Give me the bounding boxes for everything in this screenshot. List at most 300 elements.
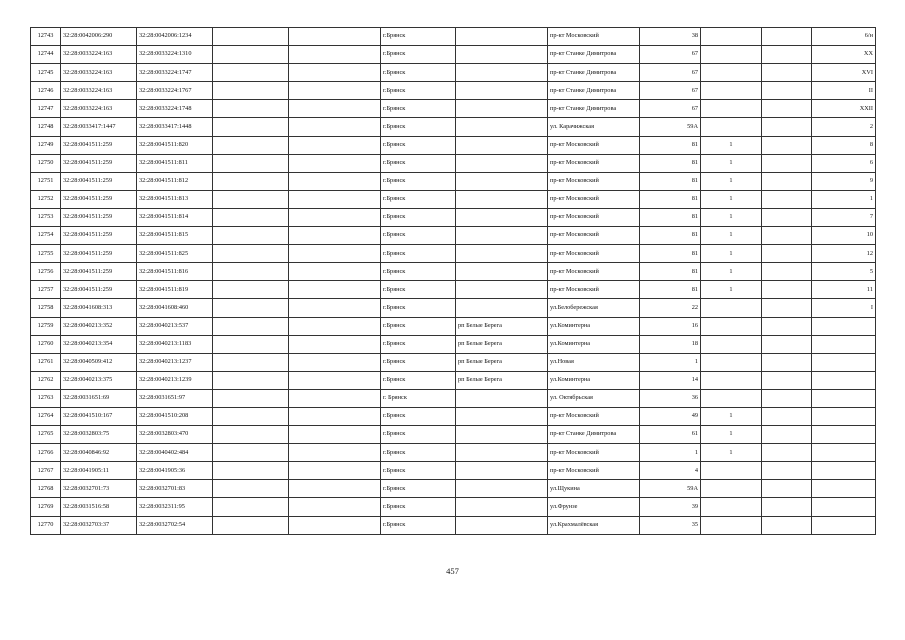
cell-object-cadastral-number: 32:28:0041511:819: [137, 281, 213, 299]
cell-building: 1: [701, 245, 762, 263]
cell-street: пр-кт Московский: [548, 245, 640, 263]
cell-settlement: [456, 407, 548, 425]
cell-apartment: 1: [812, 190, 876, 208]
cell-row-number: 12743: [31, 28, 61, 46]
cell-col-4: [213, 516, 289, 534]
cell-house: 35: [640, 516, 701, 534]
table-row: [31, 353, 876, 371]
cell-object-cadastral-number: 32:28:0041511:816: [137, 263, 213, 281]
table-row: [31, 335, 876, 353]
cell-col-5: [289, 462, 381, 480]
cell-parcel-cadastral-number: 32:28:0041511:259: [61, 190, 137, 208]
cell-object-cadastral-number: 32:28:0040213:1237: [137, 353, 213, 371]
cell-apartment: [812, 317, 876, 335]
cell-house: 1: [640, 353, 701, 371]
cell-parcel-cadastral-number: 32:28:0041511:259: [61, 281, 137, 299]
cell-object-cadastral-number: 32:28:0041511:815: [137, 227, 213, 245]
cell-col-4: [213, 299, 289, 317]
cell-street: ул.Фрунзе: [548, 498, 640, 516]
cell-col-4: [213, 498, 289, 516]
cell-building: 1: [701, 426, 762, 444]
cell-col-11: [762, 317, 812, 335]
table-row: [31, 371, 876, 389]
cell-house: 18: [640, 335, 701, 353]
cell-building: [701, 335, 762, 353]
cell-city: г.Брянск: [381, 100, 456, 118]
cell-settlement: [456, 263, 548, 281]
cell-col-5: [289, 353, 381, 371]
cell-city: г. Брянск: [381, 389, 456, 407]
cell-settlement: [456, 516, 548, 534]
cell-street: ул.Крахмалёвская: [548, 516, 640, 534]
cell-col-11: [762, 426, 812, 444]
cell-apartment: II: [812, 82, 876, 100]
table-row: [31, 208, 876, 226]
cell-col-5: [289, 389, 381, 407]
cell-row-number: 12755: [31, 245, 61, 263]
table-row: [31, 64, 876, 82]
cell-street: пр-кт Московский: [548, 172, 640, 190]
cell-row-number: 12744: [31, 46, 61, 64]
cell-settlement: рп Белые Берега: [456, 335, 548, 353]
cell-object-cadastral-number: 32:28:0032311:95: [137, 498, 213, 516]
cell-row-number: 12765: [31, 426, 61, 444]
cell-settlement: [456, 82, 548, 100]
cell-house: 1: [640, 444, 701, 462]
cell-col-11: [762, 154, 812, 172]
cell-house: 22: [640, 299, 701, 317]
cell-street: пр-кт Московский: [548, 190, 640, 208]
cell-col-11: [762, 245, 812, 263]
cell-col-11: [762, 263, 812, 281]
cell-building: [701, 389, 762, 407]
cell-street: ул. Карачижская: [548, 118, 640, 136]
cell-parcel-cadastral-number: 32:28:0041905:11: [61, 462, 137, 480]
cell-building: [701, 317, 762, 335]
cell-row-number: 12754: [31, 227, 61, 245]
cell-apartment: [812, 371, 876, 389]
table-row: [31, 245, 876, 263]
cell-row-number: 12757: [31, 281, 61, 299]
cell-parcel-cadastral-number: 32:28:0033417:1447: [61, 118, 137, 136]
cell-row-number: 12758: [31, 299, 61, 317]
cell-col-5: [289, 263, 381, 281]
cell-col-5: [289, 154, 381, 172]
cell-col-11: [762, 190, 812, 208]
cell-house: 14: [640, 371, 701, 389]
cell-apartment: [812, 498, 876, 516]
table-row: [31, 154, 876, 172]
cell-house: 81: [640, 245, 701, 263]
cell-parcel-cadastral-number: 32:28:0033224:163: [61, 64, 137, 82]
cell-building: 1: [701, 263, 762, 281]
cell-col-5: [289, 190, 381, 208]
cell-object-cadastral-number: 32:28:0031651:97: [137, 389, 213, 407]
cell-col-5: [289, 82, 381, 100]
cell-street: пр-кт Московский: [548, 462, 640, 480]
cell-street: пр-кт Московский: [548, 444, 640, 462]
register-table: [30, 27, 876, 535]
cell-building: [701, 353, 762, 371]
cell-col-4: [213, 100, 289, 118]
cell-object-cadastral-number: 32:28:0033224:1748: [137, 100, 213, 118]
cell-row-number: 12750: [31, 154, 61, 172]
cell-city: г.Брянск: [381, 407, 456, 425]
cell-col-11: [762, 353, 812, 371]
cell-col-4: [213, 371, 289, 389]
cell-settlement: [456, 245, 548, 263]
table-row: [31, 136, 876, 154]
cell-house: 81: [640, 281, 701, 299]
cell-object-cadastral-number: 32:28:0032702:54: [137, 516, 213, 534]
cell-building: 1: [701, 172, 762, 190]
cell-parcel-cadastral-number: 32:28:0041511:259: [61, 227, 137, 245]
cell-col-4: [213, 208, 289, 226]
cell-street: пр-кт Московский: [548, 227, 640, 245]
cell-settlement: [456, 389, 548, 407]
cell-col-11: [762, 407, 812, 425]
cell-row-number: 12752: [31, 190, 61, 208]
table-row: [31, 498, 876, 516]
cell-city: г.Брянск: [381, 480, 456, 498]
cell-street: пр-кт Станке Димитрова: [548, 82, 640, 100]
cell-building: 1: [701, 444, 762, 462]
cell-city: г.Брянск: [381, 371, 456, 389]
cell-city: г.Брянск: [381, 426, 456, 444]
cell-street: пр-кт Станке Димитрова: [548, 426, 640, 444]
cell-object-cadastral-number: 32:28:0033224:1310: [137, 46, 213, 64]
cell-city: г.Брянск: [381, 335, 456, 353]
cell-building: [701, 118, 762, 136]
cell-row-number: 12764: [31, 407, 61, 425]
cell-object-cadastral-number: 32:28:0041905:36: [137, 462, 213, 480]
cell-building: [701, 28, 762, 46]
cell-building: [701, 64, 762, 82]
cell-settlement: [456, 444, 548, 462]
cell-col-4: [213, 426, 289, 444]
cell-col-5: [289, 407, 381, 425]
cell-col-4: [213, 281, 289, 299]
cell-parcel-cadastral-number: 32:28:0041608:313: [61, 299, 137, 317]
cell-house: 38: [640, 28, 701, 46]
cell-city: г.Брянск: [381, 28, 456, 46]
cell-city: г.Брянск: [381, 172, 456, 190]
cell-col-5: [289, 498, 381, 516]
cell-street: пр-кт Московский: [548, 281, 640, 299]
cell-col-5: [289, 227, 381, 245]
cell-col-5: [289, 245, 381, 263]
cell-house: 61: [640, 426, 701, 444]
cell-city: г.Брянск: [381, 317, 456, 335]
cell-apartment: [812, 444, 876, 462]
table-row: [31, 82, 876, 100]
cell-settlement: [456, 208, 548, 226]
cell-row-number: 12745: [31, 64, 61, 82]
cell-apartment: 6/н: [812, 28, 876, 46]
cell-col-11: [762, 28, 812, 46]
cell-col-11: [762, 281, 812, 299]
cell-parcel-cadastral-number: 32:28:0041511:259: [61, 154, 137, 172]
cell-row-number: 12769: [31, 498, 61, 516]
page-number: 457: [446, 566, 459, 576]
cell-city: г.Брянск: [381, 136, 456, 154]
cell-col-5: [289, 335, 381, 353]
cell-street: ул.Новая: [548, 353, 640, 371]
cell-parcel-cadastral-number: 32:28:0033224:163: [61, 100, 137, 118]
cell-col-5: [289, 136, 381, 154]
cell-parcel-cadastral-number: 32:28:0042006:290: [61, 28, 137, 46]
cell-apartment: XXII: [812, 100, 876, 118]
cell-col-4: [213, 28, 289, 46]
cell-col-5: [289, 28, 381, 46]
cell-settlement: [456, 227, 548, 245]
cell-street: ул.Коминтерна: [548, 371, 640, 389]
cell-street: пр-кт Станке Димитрова: [548, 46, 640, 64]
cell-object-cadastral-number: 32:28:0042006:1234: [137, 28, 213, 46]
cell-row-number: 12747: [31, 100, 61, 118]
table-row: [31, 100, 876, 118]
cell-col-4: [213, 82, 289, 100]
cell-object-cadastral-number: 32:28:0041511:813: [137, 190, 213, 208]
table-row: [31, 190, 876, 208]
cell-col-4: [213, 227, 289, 245]
cell-col-11: [762, 498, 812, 516]
cell-col-5: [289, 426, 381, 444]
cell-row-number: 12751: [31, 172, 61, 190]
cell-apartment: 7: [812, 208, 876, 226]
cell-object-cadastral-number: 32:28:0040402:484: [137, 444, 213, 462]
cell-building: 1: [701, 208, 762, 226]
cell-street: пр-кт Станке Димитрова: [548, 64, 640, 82]
cell-row-number: 12748: [31, 118, 61, 136]
cell-house: 39: [640, 498, 701, 516]
table-row: [31, 389, 876, 407]
cell-city: г.Брянск: [381, 263, 456, 281]
cell-col-11: [762, 389, 812, 407]
cell-object-cadastral-number: 32:28:0041608:460: [137, 299, 213, 317]
cell-col-11: [762, 516, 812, 534]
cell-settlement: [456, 136, 548, 154]
cell-col-11: [762, 100, 812, 118]
cell-apartment: [812, 407, 876, 425]
cell-apartment: [812, 335, 876, 353]
cell-city: г.Брянск: [381, 154, 456, 172]
cell-parcel-cadastral-number: 32:28:0032701:73: [61, 480, 137, 498]
cell-city: г.Брянск: [381, 190, 456, 208]
cell-parcel-cadastral-number: 32:28:0041511:259: [61, 245, 137, 263]
cell-parcel-cadastral-number: 32:28:0033224:163: [61, 82, 137, 100]
cell-city: г.Брянск: [381, 118, 456, 136]
cell-house: 81: [640, 154, 701, 172]
cell-col-4: [213, 118, 289, 136]
cell-house: 59А: [640, 118, 701, 136]
cell-row-number: 12761: [31, 353, 61, 371]
cell-row-number: 12753: [31, 208, 61, 226]
cell-building: [701, 516, 762, 534]
cell-apartment: [812, 353, 876, 371]
cell-col-5: [289, 281, 381, 299]
cell-apartment: [812, 426, 876, 444]
cell-settlement: [456, 190, 548, 208]
cell-apartment: 2: [812, 118, 876, 136]
table-body: [31, 28, 876, 535]
cell-object-cadastral-number: 32:28:0033224:1747: [137, 64, 213, 82]
cell-city: г.Брянск: [381, 64, 456, 82]
cell-row-number: 12746: [31, 82, 61, 100]
cell-house: 81: [640, 227, 701, 245]
cell-object-cadastral-number: 32:28:0041511:820: [137, 136, 213, 154]
cell-settlement: [456, 100, 548, 118]
cell-apartment: XVI: [812, 64, 876, 82]
cell-parcel-cadastral-number: 32:28:0041511:259: [61, 263, 137, 281]
table-row: [31, 516, 876, 534]
cell-col-5: [289, 299, 381, 317]
cell-parcel-cadastral-number: 32:28:0041510:167: [61, 407, 137, 425]
cell-col-4: [213, 389, 289, 407]
cell-settlement: [456, 46, 548, 64]
cell-apartment: 9: [812, 172, 876, 190]
cell-col-5: [289, 516, 381, 534]
cell-col-4: [213, 136, 289, 154]
cell-apartment: 5: [812, 263, 876, 281]
cell-row-number: 12768: [31, 480, 61, 498]
cell-apartment: [812, 462, 876, 480]
cell-settlement: [456, 426, 548, 444]
cell-col-11: [762, 462, 812, 480]
cell-col-4: [213, 172, 289, 190]
cell-building: [701, 498, 762, 516]
cell-apartment: 11: [812, 281, 876, 299]
cell-col-5: [289, 172, 381, 190]
cell-parcel-cadastral-number: 32:28:0033224:163: [61, 46, 137, 64]
table-row: [31, 118, 876, 136]
cell-col-4: [213, 154, 289, 172]
cell-house: 67: [640, 46, 701, 64]
cell-street: ул. Октябрьская: [548, 389, 640, 407]
cell-object-cadastral-number: 32:28:0040213:537: [137, 317, 213, 335]
cell-house: 81: [640, 263, 701, 281]
cell-street: ул.Белобережская: [548, 299, 640, 317]
cell-house: 81: [640, 172, 701, 190]
cell-city: г.Брянск: [381, 353, 456, 371]
cell-object-cadastral-number: 32:28:0032701:83: [137, 480, 213, 498]
cell-col-4: [213, 480, 289, 498]
cell-col-5: [289, 100, 381, 118]
cell-street: пр-кт Московский: [548, 208, 640, 226]
table-row: [31, 281, 876, 299]
cell-apartment: [812, 516, 876, 534]
cell-building: 1: [701, 154, 762, 172]
cell-col-11: [762, 444, 812, 462]
cell-city: г.Брянск: [381, 462, 456, 480]
cell-col-4: [213, 335, 289, 353]
cell-apartment: [812, 389, 876, 407]
cell-house: 16: [640, 317, 701, 335]
cell-street: ул.Коминтерна: [548, 335, 640, 353]
cell-street: пр-кт Станке Димитрова: [548, 100, 640, 118]
cell-street: пр-кт Московский: [548, 407, 640, 425]
cell-col-11: [762, 480, 812, 498]
cell-settlement: [456, 462, 548, 480]
cell-parcel-cadastral-number: 32:28:0040213:352: [61, 317, 137, 335]
cell-apartment: 6: [812, 154, 876, 172]
cell-apartment: 12: [812, 245, 876, 263]
cell-building: [701, 46, 762, 64]
cell-col-4: [213, 462, 289, 480]
cell-col-11: [762, 172, 812, 190]
cell-col-5: [289, 480, 381, 498]
cell-col-4: [213, 263, 289, 281]
cell-col-5: [289, 317, 381, 335]
cell-col-5: [289, 64, 381, 82]
cell-col-4: [213, 64, 289, 82]
cell-col-11: [762, 64, 812, 82]
cell-parcel-cadastral-number: 32:28:0040509:412: [61, 353, 137, 371]
table-row: [31, 299, 876, 317]
cell-parcel-cadastral-number: 32:28:0041511:259: [61, 208, 137, 226]
cell-house: 81: [640, 190, 701, 208]
cell-city: г.Брянск: [381, 299, 456, 317]
cell-col-4: [213, 407, 289, 425]
cell-settlement: [456, 480, 548, 498]
cell-row-number: 12760: [31, 335, 61, 353]
cell-building: 1: [701, 281, 762, 299]
cell-col-4: [213, 353, 289, 371]
cell-col-5: [289, 371, 381, 389]
cell-building: [701, 371, 762, 389]
cell-col-5: [289, 46, 381, 64]
cell-street: пр-кт Московский: [548, 263, 640, 281]
cell-city: г.Брянск: [381, 227, 456, 245]
cell-building: 1: [701, 227, 762, 245]
cell-building: 1: [701, 407, 762, 425]
table-row: [31, 444, 876, 462]
cell-parcel-cadastral-number: 32:28:0040846:92: [61, 444, 137, 462]
cell-settlement: [456, 281, 548, 299]
cell-row-number: 12756: [31, 263, 61, 281]
table-row: [31, 263, 876, 281]
cell-apartment: I: [812, 299, 876, 317]
cell-building: [701, 100, 762, 118]
cell-house: 67: [640, 100, 701, 118]
cell-settlement: [456, 118, 548, 136]
cell-row-number: 12759: [31, 317, 61, 335]
cell-parcel-cadastral-number: 32:28:0032803:75: [61, 426, 137, 444]
cell-street: пр-кт Московский: [548, 154, 640, 172]
cell-house: 59А: [640, 480, 701, 498]
cell-object-cadastral-number: 32:28:0040213:1183: [137, 335, 213, 353]
cell-row-number: 12770: [31, 516, 61, 534]
cell-col-11: [762, 227, 812, 245]
cell-row-number: 12749: [31, 136, 61, 154]
cell-city: г.Брянск: [381, 245, 456, 263]
cell-parcel-cadastral-number: 32:28:0040213:354: [61, 335, 137, 353]
cell-row-number: 12767: [31, 462, 61, 480]
cell-apartment: XX: [812, 46, 876, 64]
cell-building: [701, 299, 762, 317]
cell-col-11: [762, 299, 812, 317]
cell-house: 36: [640, 389, 701, 407]
cell-city: г.Брянск: [381, 208, 456, 226]
cell-street: пр-кт Московский: [548, 136, 640, 154]
cell-settlement: [456, 64, 548, 82]
cell-settlement: [456, 154, 548, 172]
cell-house: 4: [640, 462, 701, 480]
cell-col-5: [289, 444, 381, 462]
cell-street: ул.Щукина: [548, 480, 640, 498]
cell-row-number: 12762: [31, 371, 61, 389]
cell-parcel-cadastral-number: 32:28:0032703:37: [61, 516, 137, 534]
